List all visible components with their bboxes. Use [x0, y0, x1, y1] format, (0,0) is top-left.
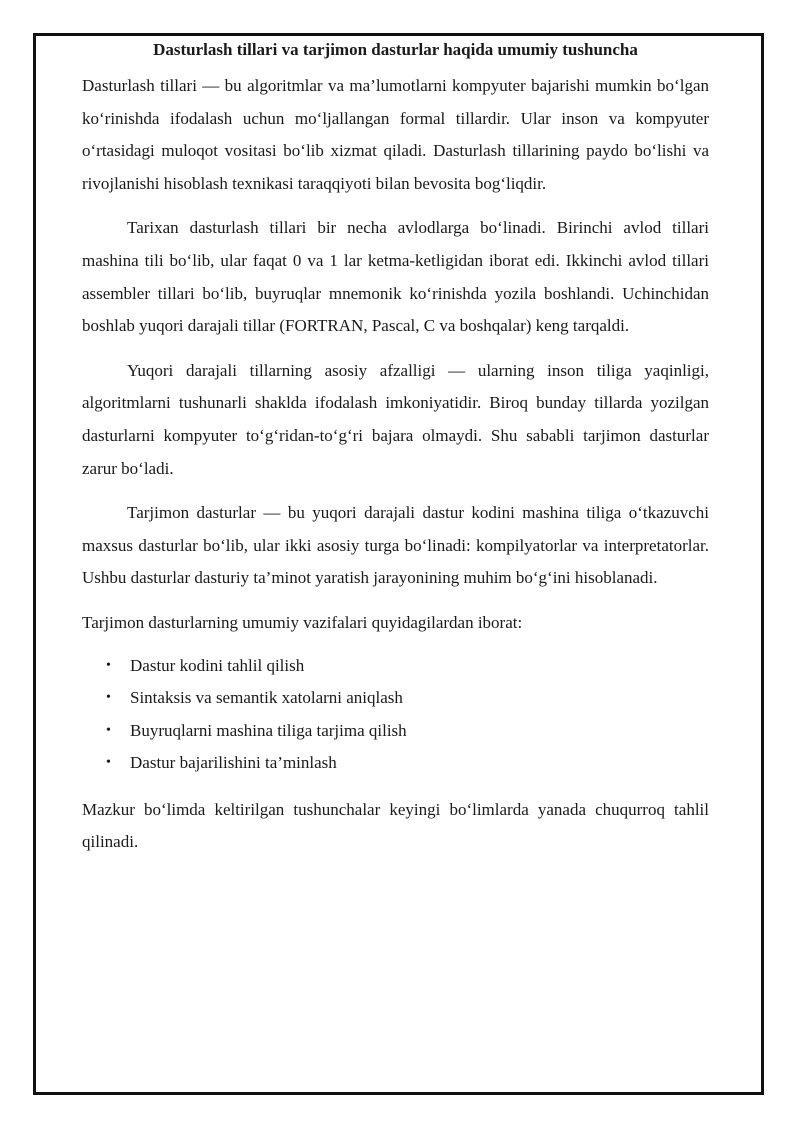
list-item — [82, 650, 709, 683]
document-body — [82, 30, 709, 859]
bullet-icon: • — [106, 722, 111, 738]
list-item — [82, 682, 709, 715]
list-item-text: Dastur bajarilishini ta’minlash — [130, 753, 337, 773]
paragraph-closing: Mazkur bo‘limda keltirilgan tushunchalar keyingi bo‘limlarda yanada chuqurroq tahlil qilinadi. — [82, 799, 709, 852]
paragraph-history: Tarixan dasturlash tillari bir necha avlodlarga bo‘linadi. Birinchi avlod tillari mashina tili bo‘lib, ular faqat 0 va 1 lar ketma-ketligidan iborat edi. Ikkinchi avlod tillari assembler tillari bo‘lib, buyruqlar mnemonik ko‘rinishda yozila boshlandi. Uchinchidan boshlab yuqori darajali tillar (FORTRAN, Pascal, C va boshqalar) keng tarqaldi. — [82, 218, 709, 336]
paragraph-advantages: Yuqori darajali tillarning asosiy afzalligi — ularning inson tiliga yaqinligi, algoritmlarni tushunarli shaklda ifodalash imkoniyatidir. Biroq bunday tillarda yozilgan dasturlarni kompyuter to‘g‘ridan-to‘g‘ri bajara olmaydi. Shu sababli tarjimon dasturlar zarur bo‘ladi. — [82, 360, 709, 478]
bullet-icon: • — [106, 690, 111, 706]
paragraph-translators: Tarjimon dasturlar — bu yuqori darajali dastur kodini mashina tiliga o‘tkazuvchi maxsus dasturlar bo‘lib, ular ikki asosiy turga bo‘linadi: kompilyatorlar va interpretatorlar. Ushbu dasturlar dasturiy ta’minot yaratish jarayonining muhim bo‘g‘ini hisoblanadi. — [82, 503, 709, 588]
list-item-text: Buyruqlarni mashina tiliga tarjima qilish — [130, 720, 407, 740]
paragraph-tasks-lead: Tarjimon dasturlarning umumiy vazifalari quyidagilardan iborat: — [82, 612, 523, 632]
list-item — [82, 747, 709, 780]
bullet-icon: • — [106, 755, 111, 771]
document-title: Dasturlash tillari va tarjimon dasturlar haqida umumiy tushuncha — [153, 40, 638, 59]
bullet-icon: • — [106, 657, 111, 673]
list-item — [82, 715, 709, 748]
list-item-text: Dastur kodini tahlil qilish — [130, 655, 305, 675]
paragraph-intro: Dasturlash tillari — bu algoritmlar va ma’lumotlarni kompyuter bajarishi mumkin bo‘lgan ko‘rinishda ifodalash uchun mo‘ljallangan formal tillardir. Ular inson va kompyuter o‘rtasidagi muloqot vositasi bo‘lib xizmat qiladi. Dasturlash tillarining paydo bo‘lishi va rivojlanishi hisoblash texnikasi taraqqiyoti bilan bevosita bog‘liqdir. — [82, 76, 709, 193]
list-item-text: Sintaksis va semantik xatolarni aniqlash — [130, 688, 403, 708]
tasks-list — [82, 650, 709, 780]
